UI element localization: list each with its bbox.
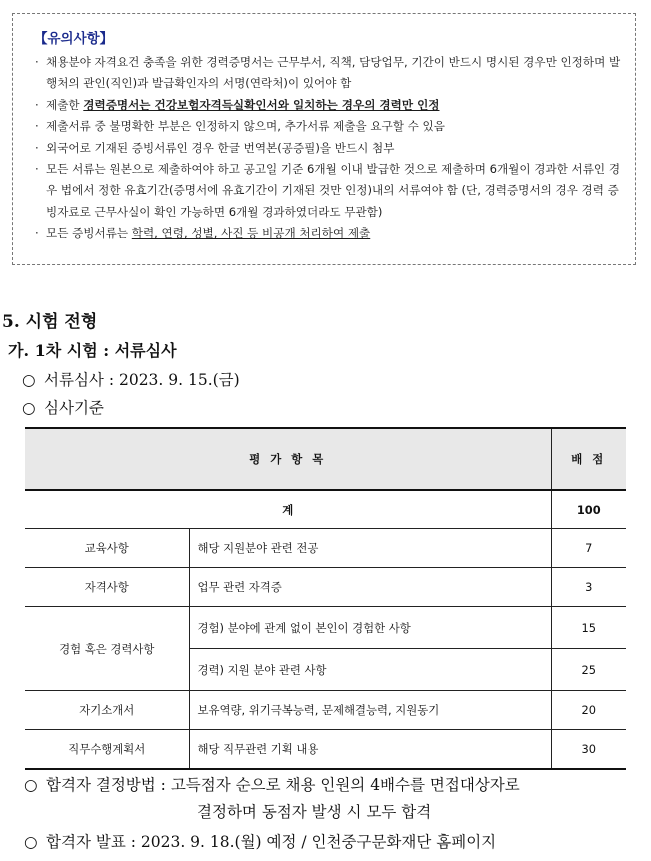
table-row: 교육사항 해당 지원분야 관련 전공 7 xyxy=(25,529,626,568)
notice-item: · 제출서류 중 불명확한 부분은 인정하지 않으며, 추가서류 제출을 요구할 수 있음 xyxy=(33,116,629,137)
doc-review-line: ○ 서류심사 : 2023. 9. 15.(금) xyxy=(22,371,240,389)
notice-box xyxy=(12,13,636,265)
evaluation-table xyxy=(25,427,626,770)
notice-list xyxy=(33,52,629,245)
notice-emphasis: 경력증명서는 건강보험자격득실확인서와 일치하는 경우의 경력만 인정 xyxy=(83,97,440,112)
bullet-circle-icon: ○ xyxy=(22,371,36,389)
notice-title: 【유의사항】 xyxy=(34,31,114,47)
decision-method-line: ○ 합격자 결정방법 : 고득점자 순으로 채용 인원의 4배수를 면접대상자로 xyxy=(24,776,520,794)
notice-underline: 학력, 연령, 성별, 사진 등 비공개 처리하여 제출 xyxy=(131,226,371,241)
notice-item: · 모든 증빙서류는 학력, 연령, 성별, 사진 등 비공개 처리하여 제출 xyxy=(33,223,629,244)
sub-heading: 가. 1차 시험 : 서류심사 xyxy=(8,341,177,360)
header-item: 평 가 항 목 xyxy=(25,428,551,490)
table-header-row xyxy=(25,428,626,490)
notice-item: · 제출한 경력증명서는 건강보험자격득실확인서와 일치하는 경우의 경력만 인정 xyxy=(33,95,629,116)
total-value: 100 xyxy=(551,490,626,529)
bullet-circle-icon: ○ xyxy=(24,776,38,794)
notice-item: · 외국어로 기재된 증빙서류인 경우 한글 번역본(공증필)을 반드시 첨부 xyxy=(33,138,629,159)
announcement-line: ○ 합격자 발표 : 2023. 9. 18.(월) 예정 / 인천중구문화재단 홈페이지 xyxy=(24,833,497,851)
table-total-row xyxy=(25,490,626,529)
notice-item: · 모든 서류는 원본으로 제출하여야 하고 공고일 기준 6개월 이내 발급한 것으로 제출하며 6개월이 경과한 서류인 경우 법에서 정한 유효기간(증명서에 유효기간이 기재된 것만 인정)내의 서류여야 함 (단, 경력증명서의 경우 경력 증빙자료로 근무사실이 확인 가능하면 6개월 경과하였더라도 무관함) xyxy=(33,159,629,223)
table-row: 직무수행계획서 해당 직무관련 기획 내용 30 xyxy=(25,730,626,770)
bullet-circle-icon: ○ xyxy=(24,833,38,851)
header-score: 배 점 xyxy=(551,428,626,490)
table-row: 경험 혹은 경력사항 경험) 분야에 관계 없이 본인이 경험한 사항 15 xyxy=(25,607,626,649)
total-label: 계 xyxy=(25,490,551,529)
notice-item: · 채용분야 자격요건 충족을 위한 경력증명서는 근무부서, 직책, 담당업무, 기간이 반드시 명시된 경우만 인정하며 발행처의 관인(직인)과 발급확인자의 서명(연락처)이 있어야 함 xyxy=(33,52,629,95)
criteria-line: ○ 심사기준 xyxy=(22,399,104,417)
table-row: 자격사항 업무 관련 자격증 3 xyxy=(25,568,626,607)
bullet-circle-icon: ○ xyxy=(22,399,36,417)
table-row: 경력) 지원 분야 관련 사항 25 xyxy=(25,649,626,691)
table-row: 자기소개서 보유역량, 위기극복능력, 문제해결능력, 지원동기 20 xyxy=(25,691,626,730)
decision-method-continuation: 결정하며 동점자 발생 시 모두 합격 xyxy=(197,803,432,821)
section-heading: 5. 시험 전형 xyxy=(2,312,98,332)
